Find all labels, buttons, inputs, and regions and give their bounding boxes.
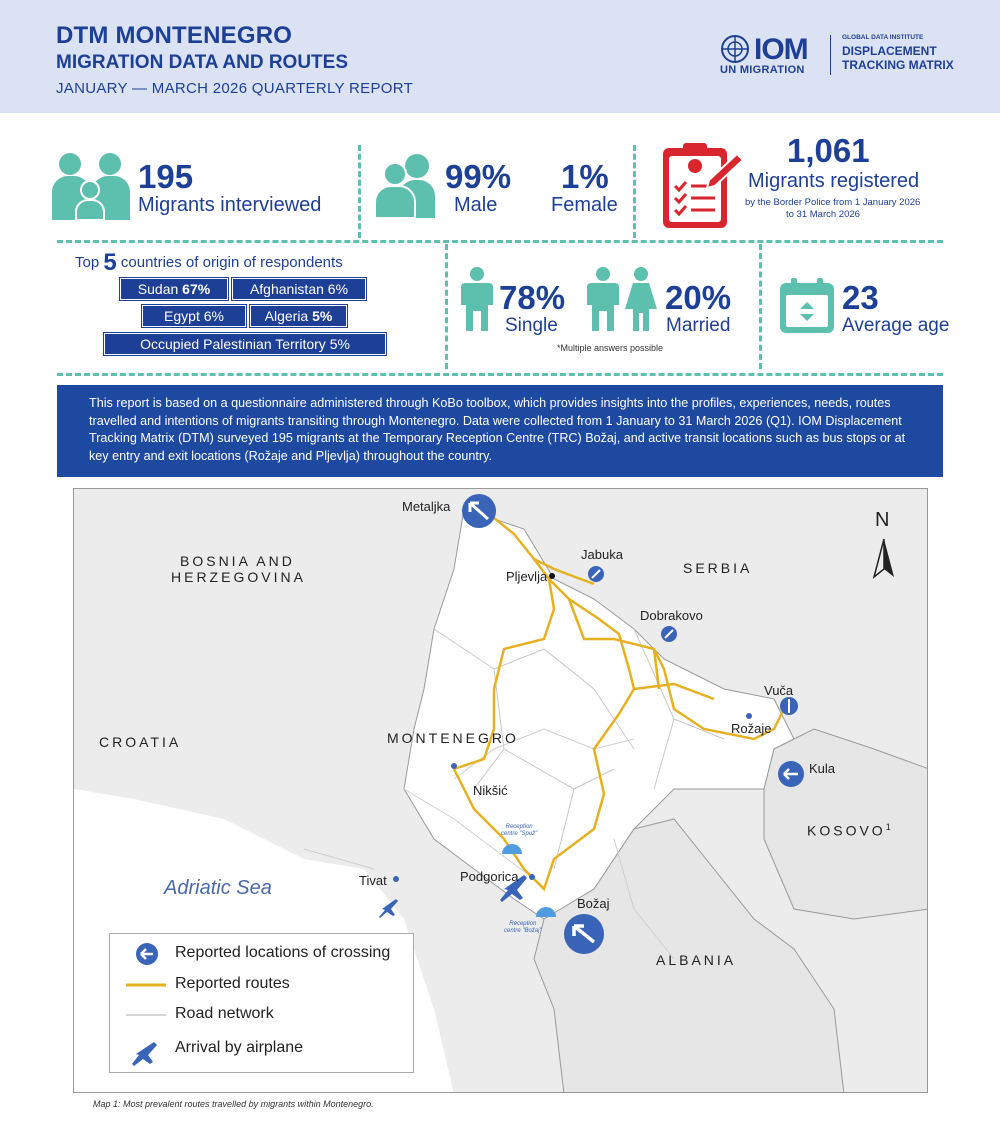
report-subtitle: MIGRATION DATA AND ROUTES — [56, 52, 349, 73]
married-label: Married — [666, 315, 731, 336]
legend-routes: Reported routes — [175, 975, 290, 992]
logo-un-migration: UN MIGRATION — [720, 64, 805, 76]
countries-title-num: 5 — [103, 249, 117, 276]
country-pct: 5% — [329, 336, 350, 352]
legend-airplane: Arrival by airplane — [175, 1039, 304, 1056]
countries-title-pre: Top — [75, 254, 100, 271]
label-rc-bozaj — [504, 921, 542, 935]
age-value: 23 — [842, 279, 879, 316]
age-label: Average age — [842, 315, 950, 336]
registered-label: Migrants registered — [748, 170, 920, 192]
north-label: N — [875, 509, 890, 531]
methodology-text: This report is based on a questionnaire administered through KoBo toolbox, which provides insights into the profiles, experiences, needs, routes travelled and intentions of migrants transiting through Montenegro. Data were collected from 1 January to 31 March 2026 (Q1). IOM Displacement Tracking Matrix (DTM) surveyed 195 migrants at the Temporary Reception Centre (TRC) Božaj, and active transit locations such as bus stops or at key entry and exit locations (Rožaje and Pljevlja) throughout the country. — [57, 385, 943, 477]
country-name: Algeria — [264, 308, 309, 324]
logo-divider — [830, 35, 831, 75]
rc-spuz-line2: centre "Spuž" — [501, 831, 538, 837]
countries-title-post: countries of origin of respondents — [120, 254, 343, 271]
divider — [57, 373, 943, 376]
single-person-icon — [460, 267, 494, 331]
countries-title — [75, 249, 343, 277]
male-label: Male — [454, 194, 498, 216]
single-value: 78% — [499, 279, 566, 316]
country-pct: 6% — [203, 308, 224, 324]
registered-note-line2: to 31 March 2026 — [786, 209, 860, 220]
country-afghanistan — [232, 278, 366, 300]
divider — [57, 240, 943, 243]
label-dobrakovo: Dobrakovo — [640, 608, 703, 623]
country-name: Sudan — [137, 281, 179, 297]
label-albania: ALBANIA — [656, 952, 737, 968]
iom-logo — [720, 33, 960, 78]
tivat-dot — [393, 876, 399, 882]
divider — [633, 145, 636, 238]
legend-symbols — [110, 934, 170, 1074]
country-pct: 5% — [312, 308, 333, 324]
label-pljevlja: Pljevlja — [506, 569, 548, 584]
label-kosovo — [807, 822, 894, 839]
logo-dtm-line1: DISPLACEMENT — [842, 44, 937, 58]
north-arrow-icon — [884, 539, 894, 577]
female-label: Female — [551, 194, 618, 216]
label-jabuka: Jabuka — [581, 547, 623, 562]
rozaje-dot — [746, 713, 752, 719]
people-group-icon — [50, 150, 130, 220]
label-vuca: Vuča — [764, 683, 794, 698]
label-kosovo-sup: 1 — [885, 822, 894, 832]
map-legend — [109, 933, 414, 1073]
map-caption: Map 1: Most prevalent routes travelled by migrants within Montenegro. — [93, 1099, 374, 1109]
label-tivat: Tivat — [359, 873, 387, 888]
label-rozaje: Rožaje — [731, 721, 772, 736]
label-bozaj: Božaj — [577, 896, 610, 911]
rc-spuz-line1: Reception — [505, 824, 533, 830]
rc-bozaj-line1: Reception — [509, 921, 537, 927]
label-adriatic-sea: Adriatic Sea — [164, 877, 272, 899]
country-algeria — [250, 305, 347, 327]
people-pair-icon — [373, 152, 437, 218]
rc-bozaj-line2: centre "Božaj" — [504, 928, 542, 934]
couple-icon — [586, 267, 660, 331]
married-value: 20% — [665, 279, 732, 316]
label-montenegro: MONTENEGRO — [387, 730, 519, 746]
country-pct: 6% — [327, 281, 349, 297]
airplane-legend-icon — [132, 1042, 157, 1066]
label-rc-spuz — [501, 824, 537, 838]
report-header — [0, 0, 1000, 113]
country-name: Afghanistan — [249, 281, 324, 297]
country-name: Egypt — [164, 308, 200, 324]
legend-crossing: Reported locations of crossing — [175, 944, 391, 961]
label-niksic: Nikšić — [473, 783, 508, 798]
report-title: DTM MONTENEGRO — [56, 22, 293, 49]
single-label: Single — [505, 315, 558, 336]
logo-gdi: GLOBAL DATA INSTITUTE — [842, 34, 924, 41]
divider — [759, 244, 762, 369]
interviewed-label: Migrants interviewed — [138, 194, 322, 216]
north-arrow-half — [874, 539, 884, 577]
country-name: Occupied Palestinian Territory — [140, 336, 326, 352]
country-opt — [104, 333, 386, 355]
interviewed-value: 195 — [138, 158, 194, 195]
female-value: 1% — [561, 158, 609, 195]
logo-iom-text: IOM — [754, 33, 808, 66]
pljevlja-dot — [549, 573, 555, 579]
podgorica-dot — [529, 874, 535, 880]
country-sudan — [120, 278, 228, 300]
legend-roads: Road network — [175, 1005, 274, 1022]
divider — [445, 244, 448, 369]
niksic-dot — [451, 763, 457, 769]
country-pct: 67% — [182, 281, 211, 297]
country-egypt — [142, 305, 246, 327]
label-bosnia1: BOSNIA AND — [180, 553, 295, 569]
label-podgorica: Podgorica — [460, 869, 519, 884]
multiple-answers-note: *Multiple answers possible — [557, 343, 664, 353]
logo-dtm-line2: TRACKING MATRIX — [842, 58, 954, 72]
label-serbia: SERBIA — [683, 560, 753, 576]
calendar-icon — [778, 277, 836, 335]
registered-value: 1,061 — [787, 132, 870, 169]
label-croatia: CROATIA — [99, 734, 182, 750]
label-bosnia2: HERZEGOVINA — [171, 569, 306, 585]
male-value: 99% — [445, 158, 512, 195]
un-globe-icon — [720, 34, 750, 64]
divider — [358, 145, 361, 238]
report-period: JANUARY — MARCH 2026 QUARTERLY REPORT — [56, 80, 414, 97]
registered-note-line1: by the Border Police from 1 January 2026 — [745, 197, 921, 208]
label-kula: Kula — [809, 761, 836, 776]
label-metaljka: Metaljka — [402, 499, 451, 514]
label-kosovo-text: KOSOVO — [807, 822, 886, 839]
clipboard-checklist-icon — [659, 140, 745, 232]
